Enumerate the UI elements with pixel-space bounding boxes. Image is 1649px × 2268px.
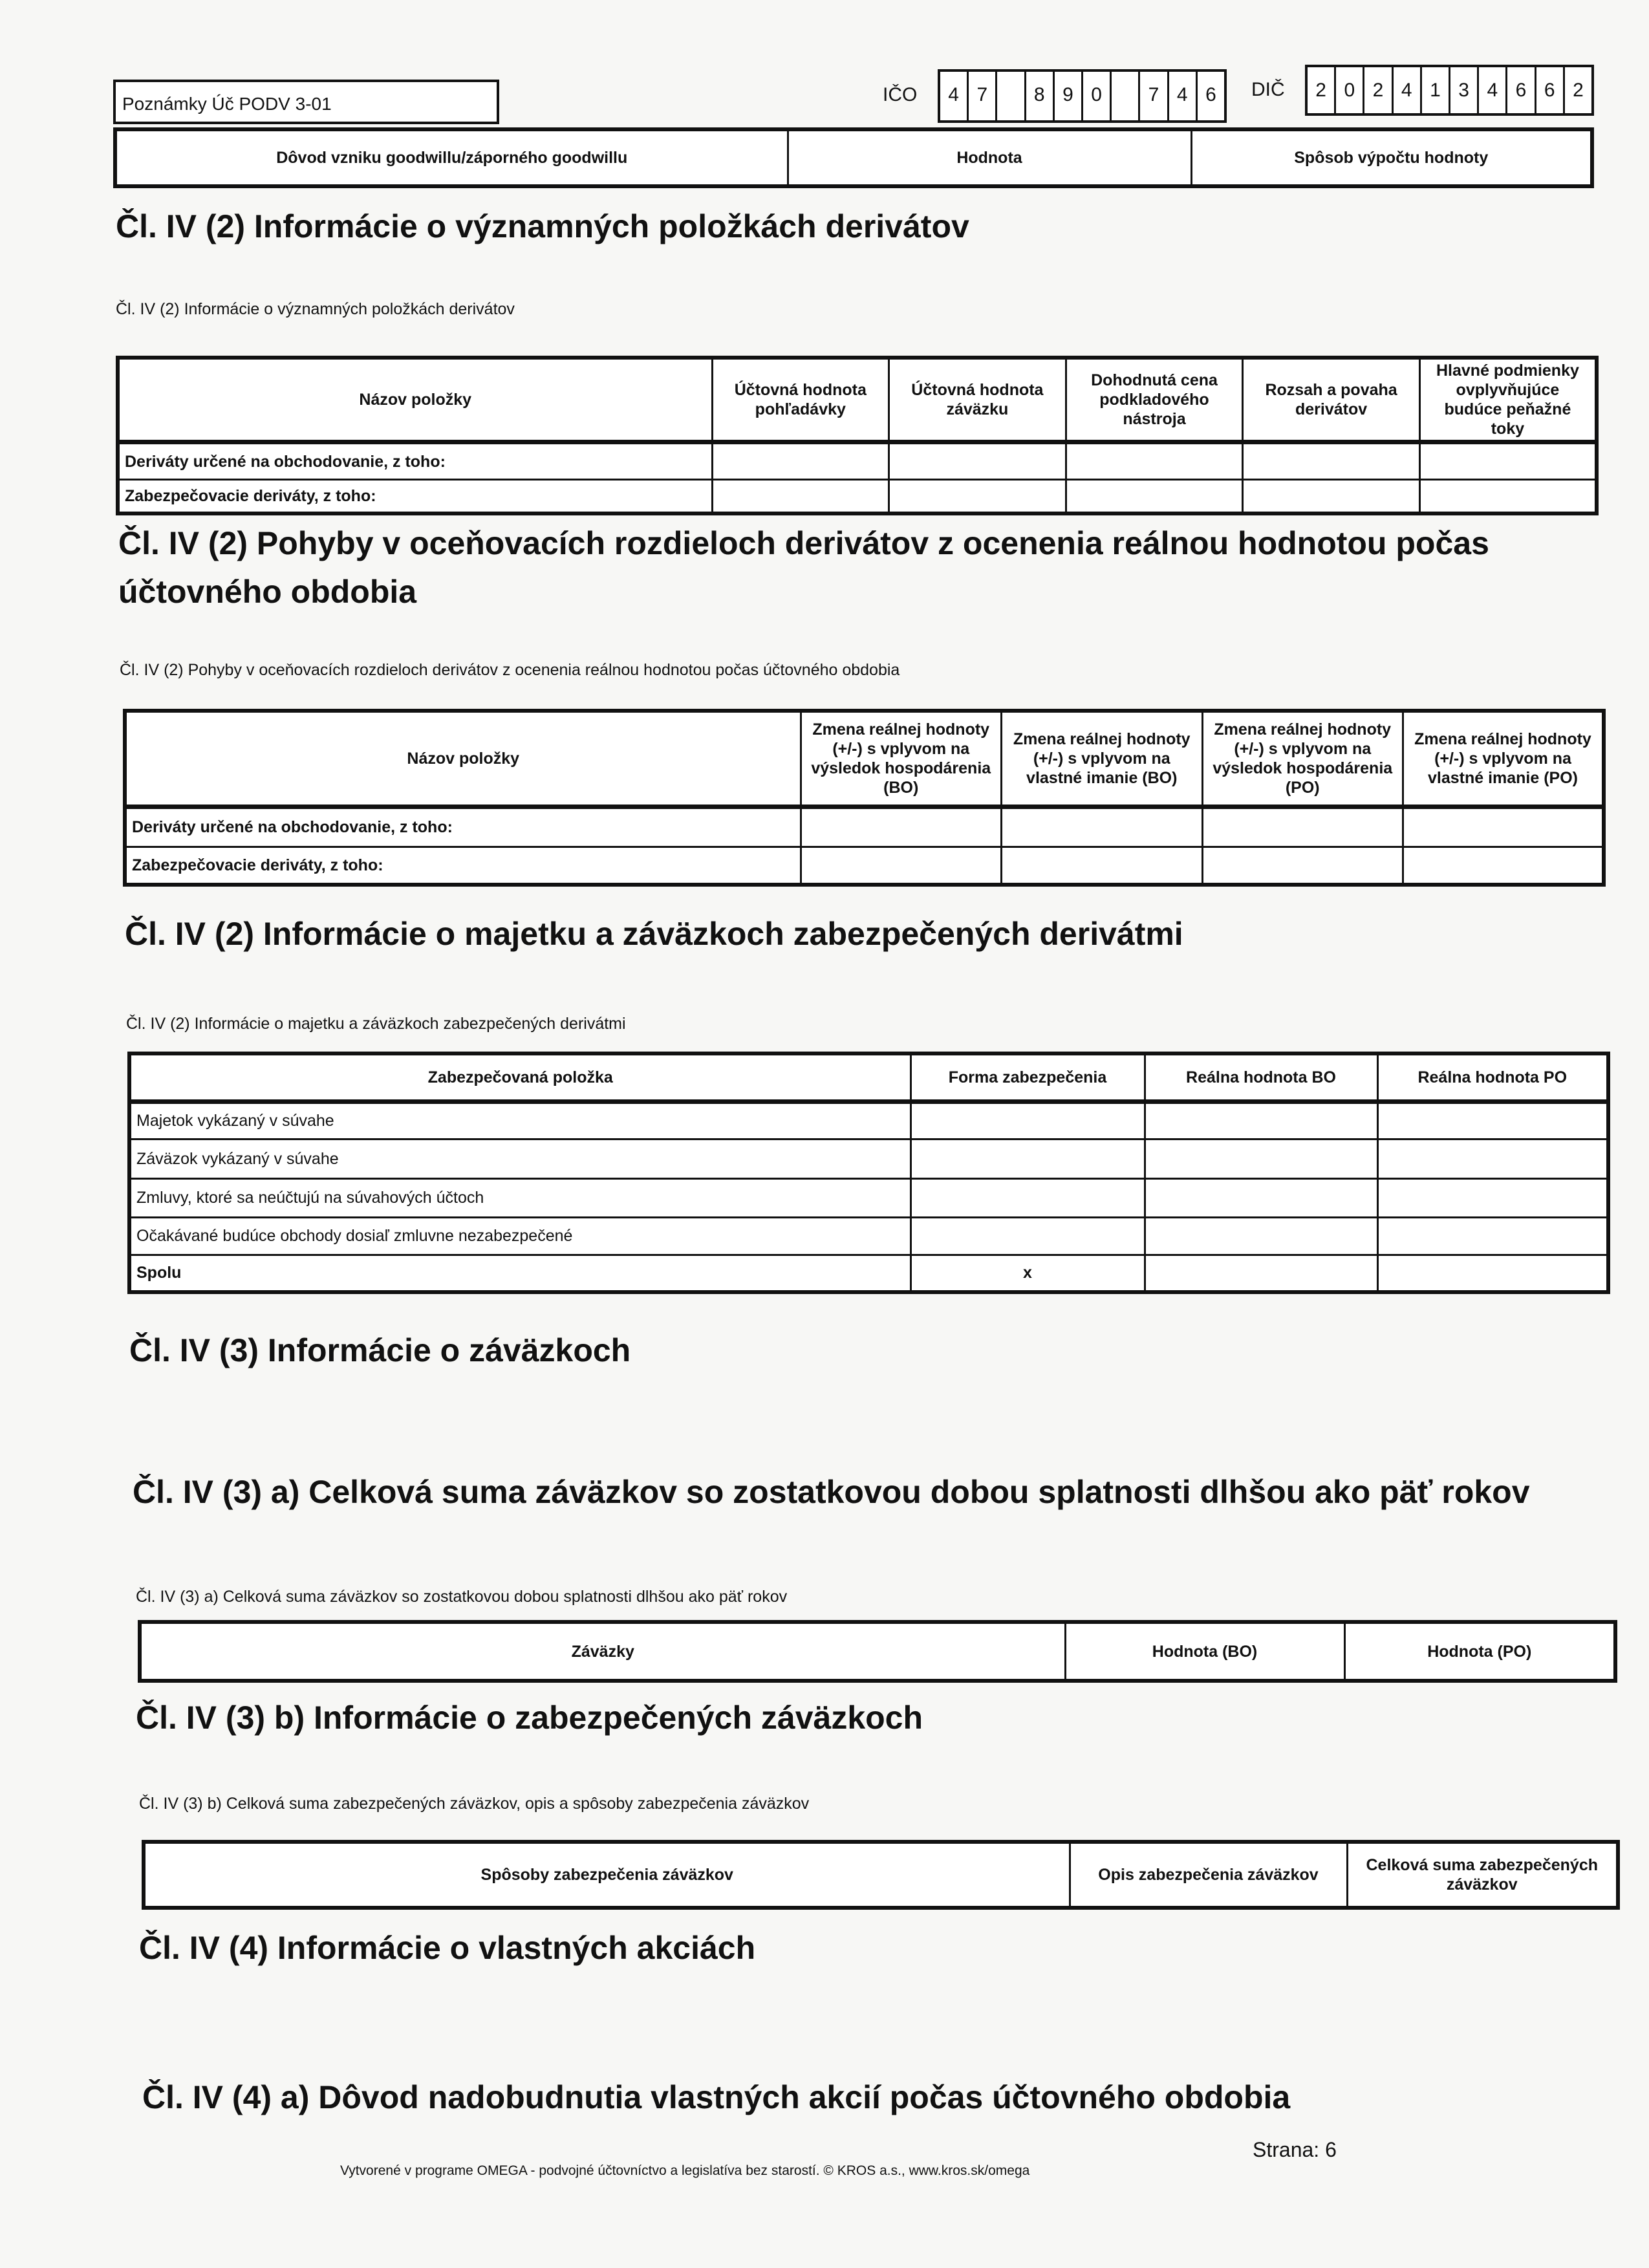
form-label: Poznámky Úč PODV 3-01 <box>122 94 332 114</box>
digit-cell: 1 <box>1422 67 1450 113</box>
section-heading: Čl. IV (2) Informácie o významných položkách derivátov <box>116 208 969 244</box>
col-header: Názov položky <box>118 358 712 442</box>
section-heading: Čl. IV (3) a) Celková suma záväzkov so zostatkovou dobou splatnosti dlhšou ako päť rokov <box>133 1474 1530 1510</box>
table-caption: Čl. IV (3) a) Celková suma záväzkov so zostatkovou dobou splatnosti dlhšou ako päť rokov <box>136 1588 788 1606</box>
page-number: Strana: 6 <box>1253 2138 1337 2161</box>
digit-cell: 8 <box>1026 72 1055 120</box>
col-header: Zabezpečovaná položka <box>129 1053 911 1101</box>
dic-field <box>1305 65 1594 116</box>
section-heading: Čl. IV (4) a) Dôvod nadobudnutia vlastných akcií počas účtovného obdobia <box>142 2079 1291 2115</box>
table-row <box>129 1101 1608 1139</box>
section-heading: Čl. IV (2) Pohyby v oceňovacích rozdieloch derivátov z ocenenia reálnou hodnotou počas <box>118 525 1489 561</box>
row-label: Deriváty určené na obchodovanie, z toho: <box>125 806 801 847</box>
row-label: Zabezpečovacie deriváty, z toho: <box>118 480 712 513</box>
col-header: Dôvod vzniku goodwillu/záporného goodwillu <box>115 129 788 186</box>
ico-label: IČO <box>883 84 918 105</box>
digit-cell: 0 <box>1083 72 1112 120</box>
col-header: Reálna hodnota BO <box>1145 1053 1377 1101</box>
section-heading: Čl. IV (2) Informácie o majetku a záväzkoch zabezpečených derivátmi <box>125 916 1183 952</box>
section-heading: Čl. IV (3) Informácie o záväzkoch <box>129 1332 631 1368</box>
row-label: Zmluvy, ktoré sa neúčtujú na súvahových účtoch <box>129 1178 911 1217</box>
col-header: Hodnota (BO) <box>1065 1622 1344 1681</box>
col-header: Forma zabezpečenia <box>911 1053 1145 1101</box>
section-heading: Čl. IV (3) b) Informácie o zabezpečených záväzkoch <box>136 1700 923 1736</box>
footer-credit: Vytvorené v programe OMEGA - podvojné účtovníctvo a legislatíva bez starostí. © KROS a.s., www.kros.sk/omega <box>340 2163 1030 2178</box>
col-header: Hodnota (PO) <box>1344 1622 1615 1681</box>
section-heading: Čl. IV (4) Informácie o vlastných akciách <box>139 1930 756 1966</box>
digit-cell: 4 <box>1169 72 1198 120</box>
derivatives-table <box>116 356 1599 515</box>
total-form: x <box>911 1255 1145 1292</box>
row-label: Majetok vykázaný v súvahe <box>129 1101 911 1139</box>
table-caption: Čl. IV (2) Informácie o významných položkách derivátov <box>116 300 515 318</box>
digit-cell: 9 <box>1055 72 1083 120</box>
table-caption: Čl. IV (2) Pohyby v oceňovacích rozdieloch derivátov z ocenenia reálnou hodnotou počas účtovného obdobia <box>120 661 900 679</box>
table-row <box>129 1139 1608 1178</box>
digit-cell <box>997 72 1026 120</box>
hedged-items-table <box>127 1052 1610 1294</box>
row-label: Očakávané budúce obchody dosiaľ zmluvne nezabezpečené <box>129 1217 911 1255</box>
long-term-liabilities-table <box>138 1620 1617 1683</box>
table-row <box>129 1178 1608 1217</box>
digit-cell: 6 <box>1536 67 1565 113</box>
digit-cell: 4 <box>1394 67 1422 113</box>
digit-cell: 0 <box>1336 67 1364 113</box>
col-header: Rozsah a povaha derivátov <box>1243 358 1420 442</box>
total-row <box>129 1255 1608 1292</box>
col-header: Celková suma zabezpečených záväzkov <box>1347 1842 1618 1908</box>
col-header: Hlavné podmienky ovplyvňujúce budúce peňažné toky <box>1419 358 1597 442</box>
col-header: Účtovná hodnota pohľadávky <box>712 358 889 442</box>
col-header: Zmena reálnej hodnoty (+/-) s vplyvom na vlastné imanie (BO) <box>1002 711 1203 806</box>
digit-cell: 2 <box>1364 67 1393 113</box>
col-header: Názov položky <box>125 711 801 806</box>
digit-cell: 2 <box>1573 80 1584 101</box>
goodwill-table <box>113 127 1594 188</box>
table-caption: Čl. IV (2) Informácie o majetku a záväzkoch zabezpečených derivátmi <box>126 1015 626 1033</box>
col-header: Zmena reálnej hodnoty (+/-) s vplyvom na vlastné imanie (PO) <box>1403 711 1604 806</box>
digit-cell: 6 <box>1205 84 1216 105</box>
row-label: Záväzok vykázaný v súvahe <box>129 1139 911 1178</box>
digit-cell: 3 <box>1450 67 1479 113</box>
table-row <box>125 806 1604 847</box>
digit-cell <box>1112 72 1140 120</box>
col-header: Opis zabezpečenia záväzkov <box>1070 1842 1347 1908</box>
col-header: Spôsob výpočtu hodnoty <box>1191 129 1592 186</box>
col-header: Spôsoby zabezpečenia záväzkov <box>144 1842 1070 1908</box>
section-heading-cont: účtovného obdobia <box>118 574 417 610</box>
digit-cell: 7 <box>1140 72 1169 120</box>
col-header: Zmena reálnej hodnoty (+/-) s vplyvom na výsledok hospodárenia (PO) <box>1202 711 1403 806</box>
col-header: Hodnota <box>788 129 1191 186</box>
table-row <box>118 442 1597 480</box>
row-label: Deriváty určené na obchodovanie, z toho: <box>118 442 712 480</box>
table-row <box>129 1217 1608 1255</box>
col-header: Záväzky <box>140 1622 1065 1681</box>
total-label: Spolu <box>129 1255 911 1292</box>
digit-cell: 2 <box>1308 67 1336 113</box>
col-header: Dohodnutá cena podkladového nástroja <box>1066 358 1243 442</box>
fair-value-table <box>123 709 1606 887</box>
table-row <box>125 847 1604 885</box>
col-header: Zmena reálnej hodnoty (+/-) s vplyvom na výsledok hospodárenia (BO) <box>801 711 1002 806</box>
col-header: Reálna hodnota PO <box>1377 1053 1608 1101</box>
col-header: Účtovná hodnota záväzku <box>889 358 1066 442</box>
secured-liabilities-table <box>142 1840 1620 1910</box>
table-caption: Čl. IV (3) b) Celková suma zabezpečených záväzkov, opis a spôsoby zabezpečenia záväzkov <box>139 1795 810 1813</box>
ico-field <box>938 69 1227 123</box>
dic-label: DIČ <box>1251 79 1285 100</box>
table-row <box>118 480 1597 513</box>
row-label: Zabezpečovacie deriváty, z toho: <box>125 847 801 885</box>
digit-cell: 4 <box>1479 67 1507 113</box>
digit-cell: 6 <box>1507 67 1536 113</box>
form-label-box <box>113 80 499 124</box>
digit-cell: 7 <box>969 72 997 120</box>
digit-cell: 4 <box>940 72 969 120</box>
